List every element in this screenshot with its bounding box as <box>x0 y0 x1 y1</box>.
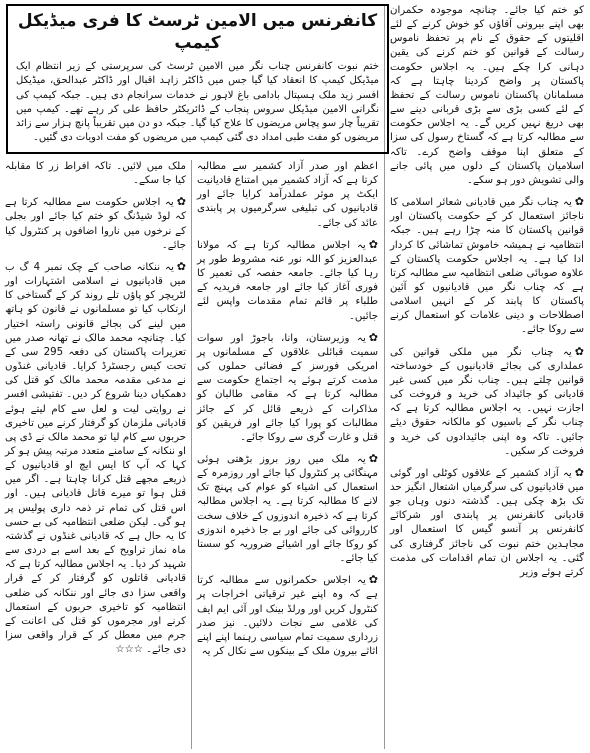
headline-body: ختم نبوت کانفرنس چناب نگر میں الامین ٹرسٹ کی سرپرستی کے زیر انتظام ایک میڈیکل کیمپ کا انعقاد کیا گیا جس میں ڈاکٹر زاہد اقبال اور ڈاکٹر عبدالحق، میڈیکل افسر زید ملک ہسپتال بادامی باغ لاہور نے خدمات سرانجام دی ہیں۔ جبکہ کیمپ کی نگرانی الامین میڈیکل سروس پنجاب کے ڈائریکٹر حافظ علی کر رہے تھے۔ کیمپ میں تقریباً چار سو پچاس مریضوں کا علاج کیا گیا۔ جبکہ دو دن میں تقریباً پانچ ہزار سے زائد مریضوں کو مفت طبی امداد دی گئی کیمپ میں مریضوں کو مفت ادویات دی گئیں۔ <box>16 61 379 144</box>
flower-bullet-icon: ✿ <box>574 195 584 209</box>
flower-bullet-icon: ✿ <box>176 195 186 209</box>
paragraph: ملک میں لائیں۔ تاکہ افراط زر کا مقابلہ کیا جا سکے۔ <box>5 161 186 187</box>
column-middle <box>197 160 378 659</box>
headline-box <box>6 4 389 154</box>
paragraph: اعظم اور صدر آزاد کشمیر سے مطالبہ کرتا ہے کہ آزاد کشمیر میں امتناع قادیانیت ایکٹ پر موثر عملدرآمد کرایا جائے اور قادیانیوں کی تبلیغی سرگرمیوں پر پابندی عائد کی جائے۔ <box>197 161 378 229</box>
column-divider <box>191 160 192 749</box>
flower-bullet-icon: ✿ <box>368 330 378 344</box>
paragraph: ✿یہ وزیرستان، وانا، باجوڑ اور سوات سمیت قبائلی علاقوں کے مسلمانوں پر امریکی فورسز کے فضائی حملوں کی مذمت کرتے ہوئے یہ اجتماع حکومت سے مطالبہ کرتا ہے کہ مقامی طالبان کو مذاکرات کے ذریعے قائل کر کے جائز مطالبات کو پورا کیا جائے اور فریقین کو قتل و غارت گری سے روکا جائے۔ <box>197 330 378 443</box>
paragraph: ✿یہ اجلاس مطالبہ کرتا ہے کہ مولانا عبدالعزیز کو اللہ نور عنہ مشروط طور پر رہا کیا جائے۔ جامعہ حفصہ کی تعمیر کا فوری آغاز کیا جائے اور جامعہ فریدیہ کے طلباء پر قائم تمام مقدمات واپس لئے جائیں۔ <box>197 237 378 322</box>
flower-bullet-icon: ✿ <box>368 573 378 587</box>
headline-title: کانفرنس میں الامین ٹرسٹ کا فری میڈیکل کیمپ <box>17 11 378 53</box>
paragraph: ✿یہ اجلاس حکومت سے مطالبہ کرتا ہے کہ لوڈ شیڈنگ کو ختم کیا جائے اور بجلی کے نرخوں میں ناروا اضافوں پر کنٹرول کیا جائے۔ <box>5 195 186 251</box>
paragraph: کو ختم کیا جائے۔ چنانچہ موجودہ حکمران بھی اپنے بیرونی آقاؤں کو خوش کرنے کے لئے اقلیتوں کے حقوق کے نام پر تحفظ ناموس رسالت کے قوانین کو ختم کرنے کی یقین دہانی کرا چکے ہیں۔ یہ اجلاس حکومت پاکستان پر واضح کردینا چاہتا ہے کہ مسلمانان پاکستان ناموس رسالت کے تحفظ کے لئے کسی بڑی سے بڑی قربانی دینے سے بھی دریغ نہیں کریں گے۔ یہ اجلاس حکومت سے مطالبہ کرتا ہے کہ گستاخ رسول کی سزا کے متعلق اپنا موقف واضح کرے۔ تاکہ اسلامیان پاکستان کے دلوں میں پائی جانے والی تشویش دور ہو سکے۔ <box>390 5 584 186</box>
paragraph: ✿یہ اجلاس حکمرانوں سے مطالبہ کرتا ہے کہ وہ اپنے غیر ترقیاتی اخراجات پر کنٹرول کریں اور ورلڈ بینک اور آئی ایم ایف کی غلامی سے نجات دلائیں۔ نیز صدر زرداری سمیت تمام سیاسی رہنما اپنے اپنے اثاثے بیرون ملک کے بینکوں سے نکال کر یہ <box>197 573 378 657</box>
flower-bullet-icon: ✿ <box>574 465 584 479</box>
column-left <box>5 160 186 657</box>
flower-bullet-icon: ✿ <box>368 237 378 251</box>
paragraph: ✿یہ چناب نگر میں ملکی قوانین کی عملداری کی بجائے قادیانیوں کے خودساختہ قوانین چلتے ہیں۔ چناب نگر میں کسی غیر قادیانی کو جائیداد کی خرید و فروخت کی اجازت نہیں۔ یہ اجلاس مطالبہ کرتا ہے کہ چناب نگر کے باسیوں کو مالکانہ حقوق دیئے جائیں۔ تاکہ وہ اپنی جائیدادوں کی خرید و فروخت کر سکیں۔ <box>390 344 584 457</box>
flower-bullet-icon: ✿ <box>368 451 378 465</box>
paragraph: ✿یہ چناب نگر میں قادیانی شعائر اسلامی کا ناجائز استعمال کر کے حکومت پاکستان اور قوانین پاکستان کا منہ چڑا رہے ہیں۔ جبکہ انتظامیہ نے ہمیشہ خاموش تماشائی کا کردار ادا کیا ہے۔ یہ اجلاس حکومت پاکستان کے علاوہ صوبائی ضلعی انتظامیہ سے مطالبہ کرتا ہے کہ چناب نگر میں قادیانیوں کو آئین پاکستان کا پابند کر کے انہیں اسلامی اصطلاحات و دینی علامات کو استعمال کرنے سے روکا جائے۔ <box>390 195 584 336</box>
paragraph: ✿یہ ننکانہ صاحب کے چک نمبر 4 گ ب میں قادیانیوں نے اسلامی اشتہارات اور لٹریچر کو پاؤں تلے روند کر کے گستاخی کا ارتکاب کیا تو مسلمانوں نے قانون کو ہاتھ میں لینے کی بجائے قانونی راستہ اختیار کیا۔ چنانچہ محمد مالک نے تھانہ صدر میں تعزیرات پاکستان کی دفعہ 295 سی کے تحت کیس رجسٹرڈ کرایا۔ قادیانی غنڈوں نے مدعی مقدمہ محمد مالک کو قتل کی دھمکیاں دینا شروع کر دیں۔ تفتیشی افسر نے روایتی لیت و لعل سے کام لیتے ہوئے قادیانی ملزمان کو گرفتار کرنے میں تاخیری حربوں سے کام لیا تو محمد مالک نے ڈی پی او ننکانہ کے سامنے متعدد مرتبہ پیش ہو کر کہا کہ آپ کا ایس ایچ او قادیانیوں کے ذریعے مجھے قتل کرانا چاہتا ہے۔ اگر میں قتل ہوا تو میرے قاتل قادیانی ہیں۔ اور اس قتل کی تمام تر ذمہ داری پولیس پر ہو گی۔ لیکن ضلعی انتظامیہ کی بے حسی کا یہ حال ہے کہ قادیانی غنڈوں نے گذشتہ ماہ نماز تراویح کے بعد اسے بے دردی سے شہید کر دیا۔ یہ اجلاس مطالبہ کرتا ہے کہ قادیانی قاتلوں کو گرفتار کر کے قرار واقعی سزا دی جائے اور ننکانہ کی ضلعی انتظامیہ کو تاخیری حربوں کے استعمال کرنے اور مجرموں کو قتل کی اعانت کے جرم میں معطل کر کے قرار واقعی سزا دی جائے۔ ☆☆☆ <box>5 259 187 656</box>
column-right <box>390 4 584 580</box>
paragraph: ✿یہ آزاد کشمیر کے علاقوں کوٹلی اور گوئی میں قادیانیوں کی سرگرمیاں اشتعال انگیز حد تک بڑھ چکی ہیں۔ گذشتہ دنوں وہاں جو قادیانی کانفرنس پر پابندی اور شرکائے کانفرنس پر آنسو گیس کا استعمال اور مجاہدین ختم نبوت کی ناجائز گرفتاری کی گئی۔ یہ اجلاس ان تمام اقدامات کی مذمت کرتے ہوئے وزیر <box>390 465 584 578</box>
paragraph: ✿یہ ملک میں روز بروز بڑھتی ہوئی مہنگائی پر کنٹرول کیا جائے اور روزمرہ کے استعمال کی اشیاء کو عوام کی پہنچ تک لانے کا مطالبہ کرتا ہے۔ یہ اجلاس مطالبہ کرتا ہے کہ ذخیرہ اندوزوں کے خلاف سخت کارروائی کی جائے اور بے جا ذخیرہ اندوزی کو روکا جائے اور اشیائے ضروریہ کو سستا کیا جائے۔ <box>197 451 378 565</box>
flower-bullet-icon: ✿ <box>574 344 584 358</box>
flower-bullet-icon: ✿ <box>176 259 187 273</box>
